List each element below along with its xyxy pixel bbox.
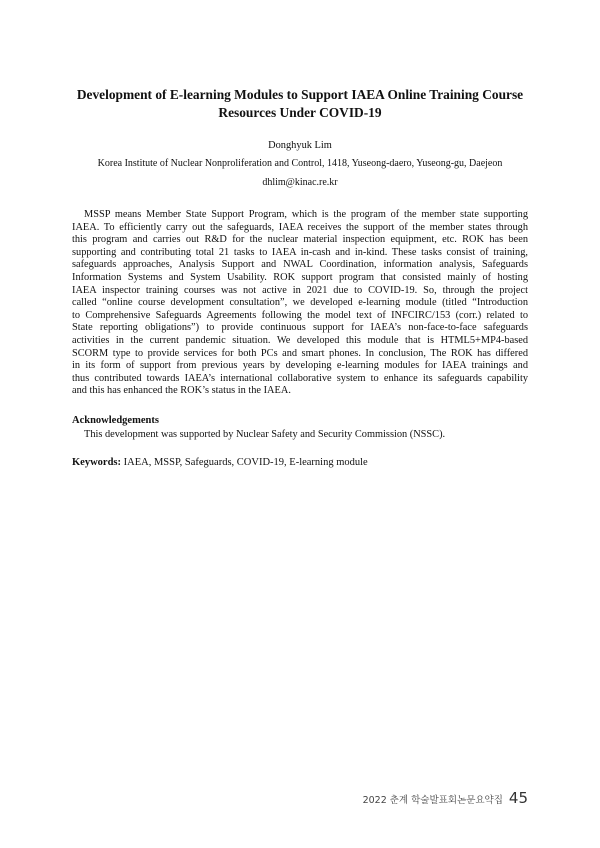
- abstract-line: and this has enhanced the ROK’s status in the IAEA.: [72, 385, 291, 397]
- acknowledgements-heading: Acknowledgements: [72, 415, 159, 426]
- author-affiliation: Korea Institute of Nuclear Nonproliferation and Control, 1418, Yuseong-daero, Yuseong-gu, Daejeon: [97, 158, 503, 169]
- page-number: 45: [508, 789, 528, 807]
- abstract-line: this program and carries out R&D for the nuclear material inspection equipment, etc. ROK has been: [72, 234, 528, 246]
- author-name: Donghyuk Lim: [268, 140, 332, 151]
- abstract-line: SCORM type to provide services for both PCs and smart phones. In conclusion, The ROK has differed: [72, 347, 528, 359]
- keywords-label: Keywords:: [72, 457, 121, 468]
- abstract-line: safeguards approaches, Analysis Support and NWAL Coordination, information analysis, Safeguards: [72, 259, 528, 271]
- keywords: [72, 456, 368, 469]
- author-email: dhlim@kinac.re.kr: [262, 177, 338, 188]
- abstract-line: MSSP means Member State Support Program, which is the program of the member state supporting: [84, 209, 528, 220]
- paper-title: Development of E-learning Modules to Support IAEA Online Training Course Resources Under COVID-19: [76, 87, 524, 120]
- abstract-line: supporting and contributing total 21 tasks to IAEA in-cash and in-kind. These tasks consist of training,: [72, 246, 528, 258]
- abstract-line: Information Systems and System Usability. ROK support program that consisted mainly of hosting: [72, 271, 528, 283]
- keywords-text: IAEA, MSSP, Safeguards, COVID-19, E-learning module: [123, 457, 368, 468]
- acknowledgements-text: This development was supported by Nuclear Safety and Security Commission (NSSC).: [84, 429, 446, 440]
- abstract-line: to Comprehensive Safeguards Agreements following the model text of INFCIRC/153 (corr.) related to: [72, 309, 528, 321]
- abstract-line: IAEA inspector training courses was not active in 2021 due to COVID-19. So, through the project: [72, 284, 528, 296]
- abstract-line: IAEA. To efficiently carry out the safeguards, IAEA receives the support of the member states through: [72, 221, 528, 233]
- abstract-line: thus contributed towards IAEA’s international collaborative system to enhance its safeguards capability: [72, 372, 528, 384]
- page-footer: [363, 789, 528, 807]
- abstract-line: in its form of support from previous years by developing e-learning modules for IAEA trainings and: [72, 360, 528, 372]
- abstract-line: called “online course development consultation”, we developed e-learning module (titled “Introduction: [72, 297, 528, 309]
- abstract-body: [72, 209, 528, 398]
- footer-publication-title: 2022 춘계 학술발표회논문요약집: [362, 795, 503, 806]
- abstract-line: State reporting obligations”) to provide continuous support for IAEA’s non-face-to-face safeguards: [72, 322, 528, 334]
- abstract-line: activities in the current pandemic situation. We developed this module that is HTML5+MP4-based: [72, 334, 528, 346]
